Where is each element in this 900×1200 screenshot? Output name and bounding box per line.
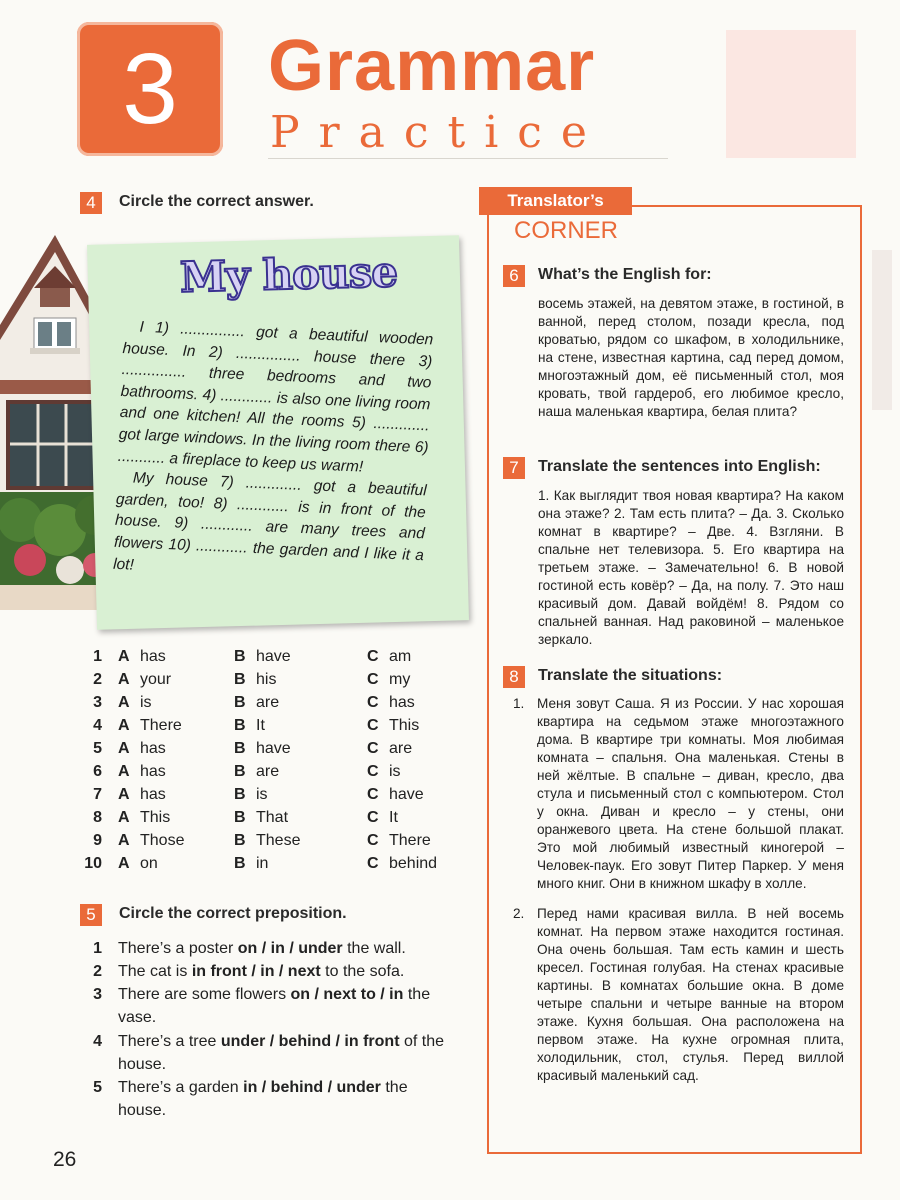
sentence-number: 2 [93, 963, 102, 980]
option-a-text: has [140, 648, 166, 665]
option-row-number: 4 [93, 717, 102, 734]
option-c-text: behind [389, 855, 438, 872]
corner-subtitle: CORNER [500, 217, 632, 245]
option-row-number: 3 [93, 694, 102, 711]
option-letter-b: B [234, 809, 246, 826]
card-text [113, 316, 434, 588]
sentence-choice[interactable]: on / in / under [237, 940, 343, 957]
preposition-sentence [118, 983, 448, 1029]
option-b-text: have [256, 648, 291, 665]
option-row-number: 6 [93, 763, 102, 780]
option-letter-a: A [118, 832, 130, 849]
option-c-text: is [389, 763, 401, 780]
option-letter-c: C [367, 648, 379, 665]
preposition-sentence [118, 960, 448, 983]
situation-2-text: Перед нами красивая вилла. В ней восемь комнат. На первом этаже находится гостиная. Она очень большая. Там есть камин и шесть кресел. Гостиная голубая. На стенах красивые картины. В комнатах большие окна. В доме четыре спальни и четыре ванные на втором этаже. Кухня большая. Она расположена на первом этаже. На кухне огромная плита, холодильник, стол, стулья. Перед виллой красивый маленький сад. [537, 906, 844, 1083]
option-c-text: my [389, 671, 411, 688]
sentence-post: of the house. [118, 1033, 445, 1073]
option-a-text: has [140, 786, 166, 803]
option-row-number: 7 [93, 786, 102, 803]
option-letter-b: B [234, 786, 246, 803]
option-b-text: is [256, 786, 268, 803]
option-letter-c: C [367, 717, 379, 734]
option-c-text: have [389, 786, 424, 803]
title-divider [268, 158, 668, 159]
exercise-6-number: 6 [503, 265, 525, 287]
unit-number: 3 [122, 33, 178, 145]
sentence-number: 4 [93, 1033, 102, 1050]
sentence-number: 3 [93, 986, 102, 1003]
option-letter-a: A [118, 786, 130, 803]
exercise-8-heading: Translate the situations: [538, 667, 723, 684]
option-letter-b: B [234, 740, 246, 757]
option-letter-a: A [118, 648, 130, 665]
decorative-pink-block [726, 30, 856, 158]
option-letter-b: B [234, 832, 246, 849]
option-letter-c: C [367, 855, 379, 872]
option-letter-a: A [118, 763, 130, 780]
exercise-5-heading: Circle the correct preposition. [119, 905, 347, 922]
option-c-text: are [389, 740, 413, 757]
exercise-6-heading: What’s the English for: [538, 266, 712, 283]
option-letter-a: A [118, 717, 130, 734]
option-letter-c: C [367, 694, 379, 711]
option-row-number: 2 [93, 671, 102, 688]
situation-2-number: 2. [513, 906, 525, 921]
option-c-text: It [389, 809, 398, 826]
sentence-number: 5 [93, 1079, 102, 1096]
preposition-sentence [118, 1076, 448, 1122]
page-number: 26 [53, 1148, 77, 1171]
situation-1-number: 1. [513, 696, 525, 711]
sentence-pre: There’s a poster [118, 940, 238, 957]
sentence-choice[interactable]: under / behind / in front [220, 1033, 400, 1050]
preposition-sentence [118, 1030, 448, 1076]
option-letter-c: C [367, 809, 379, 826]
option-letter-b: B [234, 763, 246, 780]
option-letter-a: A [118, 809, 130, 826]
exercise-7-text: 1. Как выглядит твоя новая квартира? На каком она этаже? 2. Там есть плита? – Да. 3. Сколько комнат в квартире? – Две. 4. Взгляни. В спальне нет телевизора. 5. Его квартира на третьем этаже. – Замечательно! 6. В новой гостиной есть ковёр? – Да, на полу. 7. Это наш красивый дом. Давай войдём! 8. Рядом со спальней ванная. Над раковиной – маленькое зеркало. [538, 488, 844, 647]
option-c-text: This [389, 717, 420, 734]
option-row-number: 8 [93, 809, 102, 826]
sentence-choice[interactable]: on / next to / in [290, 986, 404, 1003]
option-b-text: That [256, 809, 289, 826]
option-letter-b: B [234, 648, 246, 665]
option-b-text: his [256, 671, 277, 688]
exercise-8-number: 8 [503, 666, 525, 688]
sentence-post: the house. [118, 1079, 408, 1119]
sentence-pre: There’s a garden [118, 1079, 244, 1096]
option-letter-c: C [367, 671, 379, 688]
sentence-post: to the sofa. [320, 963, 405, 980]
card-paragraph-2: My house 7) ............. got a beautiful garden, too! 8) ............ is in front of the house. 9) ............ are many trees and flowers 10) ............ the garden and I like it a lot! [112, 469, 428, 574]
corner-title: Translator’s [479, 187, 632, 215]
option-a-text: This [140, 809, 171, 826]
option-b-text: These [256, 832, 301, 849]
option-row-number: 10 [84, 855, 102, 872]
option-letter-c: C [367, 763, 379, 780]
option-c-text: am [389, 648, 412, 665]
exercise-7-number: 7 [503, 457, 525, 479]
exercise-5-number: 5 [80, 904, 102, 926]
situation-1-text: Меня зовут Саша. Я из России. У нас хорошая квартира на седьмом этаже многоэтажного дома. В квартире три комнаты. Моя любимая комната – спальня. Она маленькая. Стены в ней жёлтые. В спальне – диван, кресло, два стула и письменный стол с компьютером. Стол у окна. Диван и кресло – у стены, они оранжевого цвета. На стене большой плакат. Это мой любимый известный киногерой – Человек-паук. Его зовут Питер Паркер. У меня много книг. Они в книжном шкафу в холле. [537, 696, 844, 891]
card-paragraph-1: I 1) ............... got a beautiful wooden house. In 2) ............... house there 3) ............... three bedrooms and two bathrooms. 4) ............ is also one living room and one kitchen! All the rooms 5) ............. got large windows. In the living room there 6) ........... a fireplace to keep us warm! [117, 318, 434, 476]
sentence-pre: There are some flowers [118, 986, 291, 1003]
option-letter-b: B [234, 855, 246, 872]
option-b-text: are [256, 763, 280, 780]
exercise-7-heading: Translate the sentences into English: [538, 458, 821, 475]
page-title: Grammar [268, 26, 596, 106]
sentence-choice[interactable]: in / behind / under [243, 1079, 381, 1096]
option-letter-b: B [234, 671, 246, 688]
option-letter-a: A [118, 740, 130, 757]
option-letter-a: A [118, 694, 130, 711]
option-letter-a: A [118, 671, 130, 688]
option-b-text: are [256, 694, 280, 711]
sentence-choice[interactable]: in front / in / next [191, 963, 321, 980]
sentence-post: the vase. [118, 986, 431, 1026]
preposition-sentence [118, 937, 448, 960]
option-row-number: 5 [93, 740, 102, 757]
exercise-4-number: 4 [80, 192, 102, 214]
option-b-text: have [256, 740, 291, 757]
option-c-text: There [389, 832, 431, 849]
option-letter-b: B [234, 717, 246, 734]
option-letter-c: C [367, 740, 379, 757]
option-a-text: has [140, 763, 166, 780]
sentence-number: 1 [93, 940, 102, 957]
sentence-pre: The cat is [118, 963, 192, 980]
sentence-pre: There’s a tree [118, 1033, 221, 1050]
option-a-text: There [140, 717, 182, 734]
option-letter-b: B [234, 694, 246, 711]
option-a-text: is [140, 694, 152, 711]
option-row-number: 1 [93, 648, 102, 665]
page-subtitle: Practice [270, 107, 606, 158]
exercise-4-heading: Circle the correct answer. [119, 193, 314, 210]
option-row-number: 9 [93, 832, 102, 849]
option-a-text: your [140, 671, 172, 688]
sentence-post: the wall. [342, 940, 406, 957]
option-a-text: on [140, 855, 158, 872]
card-title: My house [179, 247, 398, 302]
option-c-text: has [389, 694, 415, 711]
option-a-text: Those [140, 832, 185, 849]
option-a-text: has [140, 740, 166, 757]
exercise-6-text: восемь этажей, на девятом этаже, в гостиной, в ванной, перед столом, позади кресла, под кроватью, рядом со шкафом, в холодильнике, на стене, известная картина, сад перед домом, многоэтажный дом, её письменный стол, моя кровать, твой гардероб, его любимое кресло, наша маленькая квартира, белая плита? [538, 296, 844, 419]
option-letter-a: A [118, 855, 130, 872]
option-letter-c: C [367, 832, 379, 849]
decorative-side-tab [872, 250, 892, 410]
option-letter-c: C [367, 786, 379, 803]
option-b-text: It [256, 717, 265, 734]
option-b-text: in [256, 855, 269, 872]
